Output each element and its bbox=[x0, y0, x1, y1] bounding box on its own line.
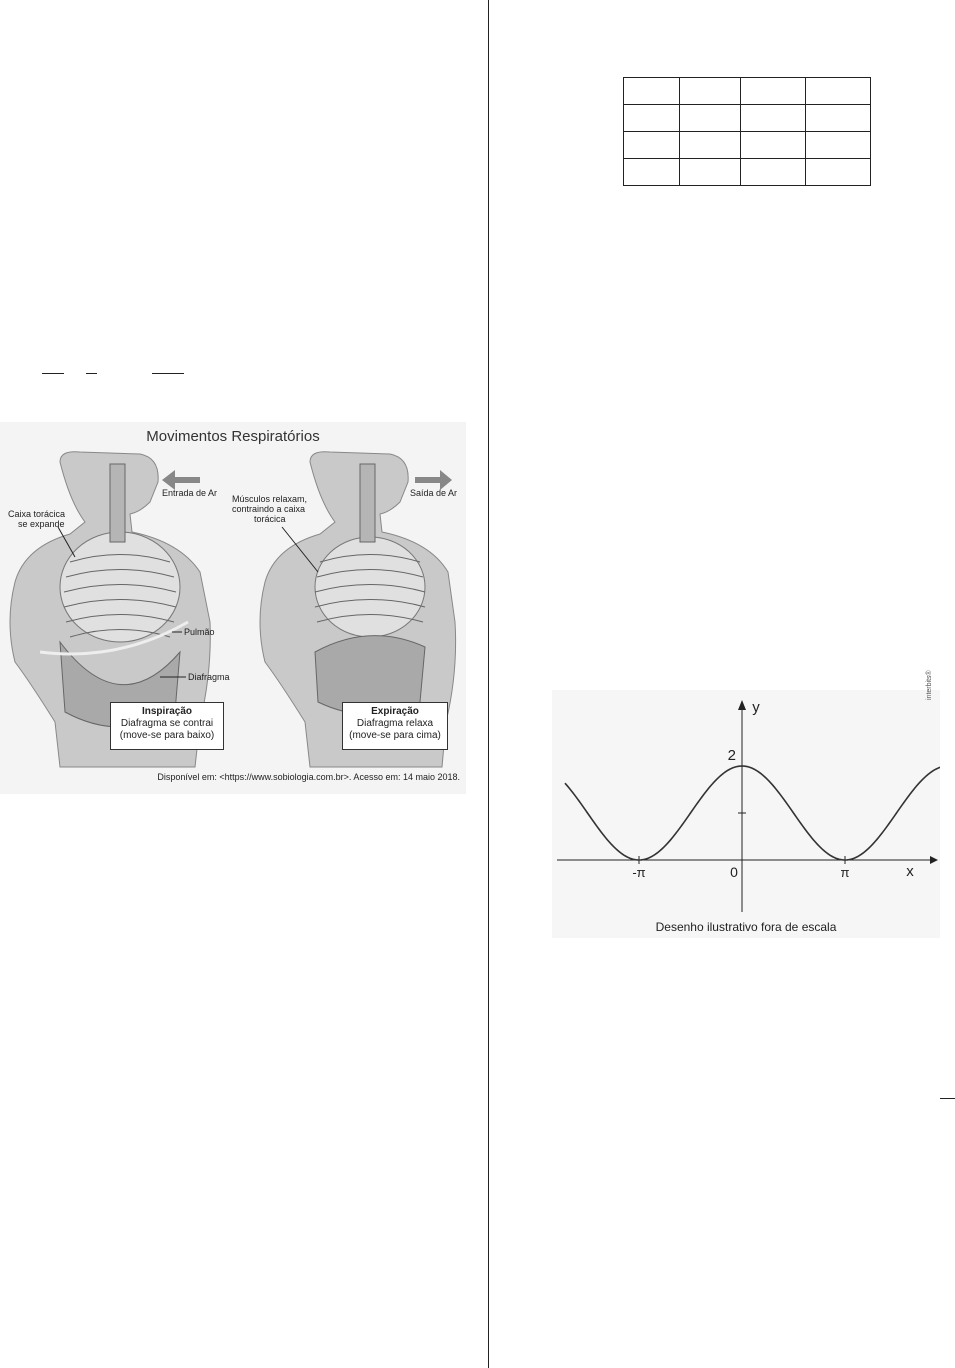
empty-table bbox=[623, 77, 871, 186]
y-axis-arrow bbox=[738, 700, 746, 710]
fraction-bar bbox=[86, 373, 97, 374]
table-cell bbox=[741, 78, 806, 105]
expiration-line2: (move-se para cima) bbox=[349, 730, 441, 741]
table-cell bbox=[680, 159, 741, 186]
table-cell bbox=[624, 105, 680, 132]
inspiration-line1: Diafragma se contrai bbox=[120, 718, 214, 729]
fraction-bar bbox=[152, 373, 184, 374]
table-cell bbox=[624, 132, 680, 159]
muscles-label-line1: Músculos relaxam, bbox=[232, 494, 308, 504]
chart-plot bbox=[552, 690, 940, 918]
series-line bbox=[565, 766, 940, 860]
table-row bbox=[624, 159, 871, 186]
table-cell bbox=[806, 132, 871, 159]
air-out-label: Saída de Ar bbox=[410, 488, 458, 498]
table-cell bbox=[806, 105, 871, 132]
lung-label: Pulmão bbox=[184, 627, 215, 637]
fraction-bar bbox=[42, 373, 64, 374]
respiratory-movements-figure bbox=[0, 422, 466, 794]
column-divider bbox=[488, 0, 489, 1368]
table-cell bbox=[680, 132, 741, 159]
figure-source: Disponível em: <https://www.sobiologia.com.br>. Acesso em: 14 maio 2018. bbox=[157, 772, 460, 782]
y-tick-label: 2 bbox=[727, 747, 736, 764]
ribcage-label-line1: Caixa torácica bbox=[8, 509, 66, 519]
table-cell bbox=[741, 159, 806, 186]
table-cell bbox=[624, 78, 680, 105]
ribcage-label-line2: se expande bbox=[18, 519, 65, 529]
x-axis-label: x bbox=[906, 863, 914, 880]
table-cell bbox=[806, 159, 871, 186]
air-in-label: Entrada de Ar bbox=[162, 488, 218, 498]
x-tick-label: π bbox=[840, 865, 850, 880]
inspiration-title: Inspiração bbox=[141, 706, 193, 717]
table-row bbox=[624, 132, 871, 159]
table-cell bbox=[741, 105, 806, 132]
expiration-title: Expiração bbox=[371, 706, 419, 717]
chart-credit: interbits® bbox=[926, 670, 933, 700]
x-tick-label: -π bbox=[632, 865, 646, 880]
table-cell bbox=[741, 132, 806, 159]
inspiration-box bbox=[110, 702, 224, 750]
diaphragm-label: Diafragma bbox=[188, 672, 230, 682]
table-cell bbox=[806, 78, 871, 105]
expiration-line1: Diafragma relaxa bbox=[356, 718, 434, 729]
fraction-bar bbox=[940, 1098, 955, 1099]
cosine-chart bbox=[552, 690, 940, 938]
chart-caption: Desenho ilustrativo fora de escala bbox=[655, 920, 837, 934]
x-axis-arrow bbox=[930, 856, 938, 864]
y-axis-label: y bbox=[752, 699, 760, 716]
expiration-box bbox=[342, 702, 448, 750]
table-cell bbox=[680, 105, 741, 132]
table-row bbox=[624, 78, 871, 105]
figure-title: Movimentos Respiratórios bbox=[146, 428, 320, 445]
table-cell bbox=[680, 78, 741, 105]
inspiration-line2: (move-se para baixo) bbox=[119, 730, 215, 741]
muscles-label-line3: torácica bbox=[254, 514, 286, 524]
muscles-label-line2: contraindo a caixa bbox=[232, 504, 306, 514]
table-row bbox=[624, 105, 871, 132]
x-tick-label: 0 bbox=[730, 864, 738, 880]
table-cell bbox=[624, 159, 680, 186]
